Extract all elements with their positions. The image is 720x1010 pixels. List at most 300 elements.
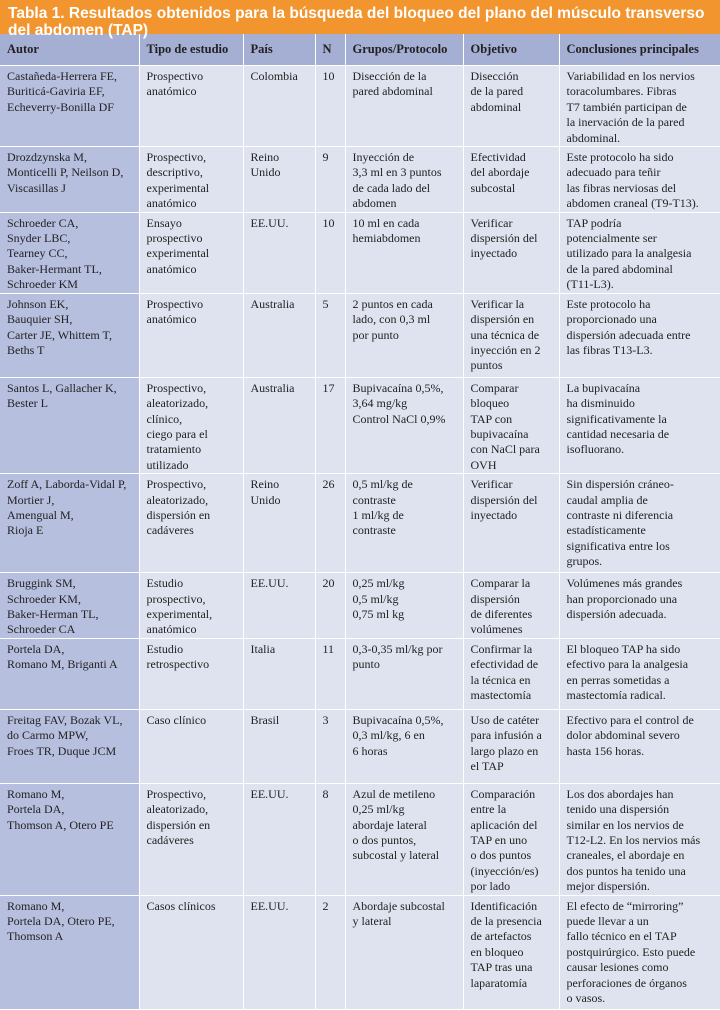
cell-text-line: Comparar: [470, 380, 519, 395]
cell-text-line: El bloqueo TAP ha sido: [566, 641, 681, 656]
cell-country: [243, 474, 315, 573]
cell-text-line: EE.UU.: [250, 786, 289, 801]
cell-conclusions: [559, 638, 720, 709]
cell-conclusions: [559, 573, 720, 639]
cell-text-line: mastectomía radical.: [566, 687, 666, 702]
table-row: [0, 66, 720, 147]
cell-objective: [463, 783, 559, 895]
cell-text-line: bloqueo: [470, 396, 510, 411]
cell-text-line: Amengual M,: [7, 507, 74, 522]
cell-text-line: 0,25 ml/kg: [352, 576, 405, 591]
cell-text-line: en bloqueo: [470, 944, 524, 959]
cell-text-line: 0,25 ml/kg: [352, 802, 405, 817]
cell-text-line: Prospectivo,: [146, 380, 207, 395]
cell-study-type: [139, 66, 243, 147]
cell-n: [315, 783, 345, 895]
cell-author: [0, 474, 139, 573]
table-row: [0, 709, 720, 783]
cell-text-line: Australia: [250, 296, 295, 311]
cell-text-line: significativamente la: [566, 411, 667, 426]
cell-text-line: T7 también participan de: [566, 99, 687, 114]
cell-text-line: Carter JE, Whittem T,: [7, 327, 112, 342]
cell-text-line: postquirúrgico. Esto puede: [566, 944, 696, 959]
cell-text-line: Efectivo para el control de: [566, 712, 694, 727]
cell-text-line: de la pared abdominal: [566, 261, 673, 276]
cell-text-line: con NaCl para: [470, 442, 540, 457]
table-row: [0, 212, 720, 293]
cell-text-line: Abordaje subcostal: [352, 898, 445, 913]
cell-text-line: Monticelli P, Neilson D,: [7, 165, 124, 180]
cell-text-line: pared abdominal: [352, 84, 433, 99]
cell-text-line: subcostal: [470, 180, 516, 195]
cell-text-line: 6 horas: [352, 743, 388, 758]
cell-conclusions: [559, 293, 720, 377]
cell-text-line: potencialmente ser: [566, 231, 657, 246]
cell-text-line: 26: [322, 477, 335, 492]
cell-text-line: 2: [322, 898, 329, 913]
cell-country: [243, 638, 315, 709]
cell-objective: [463, 293, 559, 377]
cell-study-type: [139, 212, 243, 293]
cell-n: [315, 212, 345, 293]
cell-protocol: [345, 638, 463, 709]
cell-text-line: Romano M, Briganti A: [7, 657, 118, 672]
cell-study-type: [139, 573, 243, 639]
cell-text-line: Casos clínicos: [146, 898, 216, 913]
cell-text-line: 3,64 mg/kg: [352, 396, 408, 411]
cell-text-line: 0,5 ml/kg: [352, 591, 399, 606]
cell-text-line: cadáveres: [146, 832, 194, 847]
cell-study-type: [139, 895, 243, 1009]
cell-text-line: Romano M,: [7, 898, 65, 913]
cell-text-line: de diferentes: [470, 606, 533, 621]
cell-author: [0, 293, 139, 377]
cell-text-line: prospectivo: [146, 231, 203, 246]
cell-text-line: Rioja E: [7, 523, 44, 538]
cell-text-line: dispersión en: [146, 507, 211, 522]
cell-author: [0, 66, 139, 147]
cell-text-line: la técnica en: [470, 672, 531, 687]
cell-text-line: Volúmenes más grandes: [566, 576, 683, 591]
column-header-n: N: [315, 34, 345, 66]
cell-objective: [463, 66, 559, 147]
cell-text-line: cadáveres: [146, 523, 194, 538]
cell-text-line: Froes TR, Duque JCM: [7, 743, 117, 758]
cell-protocol: [345, 147, 463, 213]
cell-study-type: [139, 147, 243, 213]
cell-text-line: Efectividad: [470, 150, 526, 165]
cell-text-line: EE.UU.: [250, 576, 289, 591]
cell-text-line: efectivo para la analgesia: [566, 657, 689, 672]
cell-text-line: tenido una dispersión: [566, 802, 670, 817]
cell-protocol: [345, 573, 463, 639]
cell-author: [0, 573, 139, 639]
cell-country: [243, 147, 315, 213]
cell-text-line: 10: [322, 69, 335, 83]
cell-text-line: do Carmo MPW,: [7, 728, 89, 743]
cell-text-line: Romano M,: [7, 786, 65, 801]
cell-protocol: [345, 474, 463, 573]
cell-text-line: o dos puntos: [470, 848, 532, 863]
cell-text-line: caudal amplia de: [566, 492, 648, 507]
cell-text-line: Comparación: [470, 786, 536, 801]
cell-text-line: una técnica de: [470, 327, 540, 342]
cell-text-line: la inervación de la pared: [566, 115, 685, 130]
cell-text-line: de artefactos: [470, 929, 532, 944]
cell-conclusions: [559, 212, 720, 293]
cell-text-line: Snyder LBC,: [7, 231, 71, 246]
table-title-line-1: Tabla 1. Resultados obtenidos para la búsqueda del bloqueo del plano del músculo transverso: [8, 5, 705, 22]
cell-author: [0, 147, 139, 213]
cell-text-line: por punto: [352, 327, 399, 342]
cell-text-line: grupos.: [566, 554, 603, 569]
cell-text-line: para infusión a: [470, 728, 542, 743]
cell-text-line: Thomson A, Otero PE: [7, 817, 114, 832]
cell-text-line: en perras sometidas a: [566, 672, 670, 687]
cell-text-line: Estudio: [146, 576, 184, 591]
cell-objective: [463, 212, 559, 293]
cell-text-line: dispersión adecuada.: [566, 606, 667, 621]
cell-n: [315, 377, 345, 473]
cell-text-line: del abordaje: [470, 165, 530, 180]
cell-text-line: aleatorizado,: [146, 492, 209, 507]
cell-text-line: el TAP: [470, 758, 504, 773]
cell-text-line: Thomson A: [7, 929, 64, 944]
cell-text-line: Mortier J,: [7, 492, 55, 507]
cell-study-type: [139, 709, 243, 783]
cell-author: [0, 638, 139, 709]
cell-protocol: [345, 66, 463, 147]
cell-text-line: anatómico: [146, 84, 197, 99]
cell-text-line: prospectivo,: [146, 591, 206, 606]
cell-text-line: punto: [352, 657, 380, 672]
cell-n: [315, 147, 345, 213]
cell-text-line: 17: [322, 380, 335, 395]
cell-text-line: Schroeder CA: [7, 622, 76, 637]
cell-country: [243, 783, 315, 895]
cell-text-line: Brasil: [250, 712, 280, 727]
cell-text-line: de la pared: [470, 84, 524, 99]
cell-text-line: de la presencia: [470, 914, 542, 928]
cell-text-line: anatómico: [146, 196, 197, 211]
cell-text-line: utilizado para la analgesia: [566, 246, 692, 261]
cell-text-line: anatómico: [146, 261, 197, 276]
cell-text-line: inyectado: [470, 246, 518, 261]
cell-study-type: [139, 638, 243, 709]
cell-text-line: El efecto de “mirroring”: [566, 898, 684, 913]
cell-n: [315, 66, 345, 147]
cell-text-line: Baker-Hermant TL,: [7, 261, 102, 276]
cell-text-line: Comparar la: [470, 576, 531, 591]
cell-text-line: dispersión del: [470, 231, 538, 246]
cell-author: [0, 709, 139, 783]
cell-text-line: Baker-Herman TL,: [7, 606, 99, 621]
cell-protocol: [345, 895, 463, 1009]
cell-text-line: experimental: [146, 246, 210, 261]
cell-text-line: abdomen craneal (T9-T13).: [566, 196, 699, 211]
cell-text-line: bupivacaína: [470, 426, 529, 441]
cell-text-line: 9: [322, 150, 329, 165]
cell-objective: [463, 474, 559, 573]
cell-n: [315, 709, 345, 783]
cell-text-line: han proporcionado una: [566, 591, 678, 606]
cell-text-line: Portela DA,: [7, 641, 65, 656]
cell-text-line: descriptivo,: [146, 165, 203, 180]
cell-text-line: entre la: [470, 802, 507, 817]
cell-country: [243, 895, 315, 1009]
cell-text-line: Este protocolo ha: [566, 296, 651, 311]
cell-text-line: abdomen: [352, 196, 397, 211]
cell-text-line: Reino: [250, 150, 280, 165]
cell-text-line: aleatorizado,: [146, 396, 209, 411]
cell-text-line: Verificar: [470, 477, 513, 492]
cell-text-line: T12-L2. En los nervios más: [566, 832, 701, 847]
cell-conclusions: [559, 377, 720, 473]
cell-text-line: Bupivacaína 0,5%,: [352, 380, 444, 395]
cell-objective: [463, 638, 559, 709]
cell-text-line: retrospectivo: [146, 657, 210, 672]
cell-text-line: aleatorizado,: [146, 802, 209, 817]
cell-text-line: causar lesiones como: [566, 960, 669, 975]
cell-text-line: Drozdzynska M,: [7, 150, 87, 165]
cell-text-line: Confirmar la: [470, 641, 533, 656]
cell-country: [243, 212, 315, 293]
cell-text-line: cantidad necesaria de: [566, 426, 670, 441]
cell-text-line: (T11-L3).: [566, 277, 614, 292]
cell-text-line: subcostal y lateral: [352, 848, 440, 863]
cell-text-line: (inyección/es): [470, 863, 539, 878]
cell-text-line: TAP podría: [566, 215, 622, 230]
cell-author: [0, 377, 139, 473]
cell-text-line: craneales, el abordaje en: [566, 848, 685, 863]
cell-text-line: efectividad de: [470, 657, 539, 672]
cell-text-line: Caso clínico: [146, 712, 207, 727]
table-title: [0, 0, 720, 39]
cell-text-line: Prospectivo,: [146, 150, 207, 165]
cell-text-line: 1 ml/kg de: [352, 507, 404, 522]
cell-text-line: TAP con: [470, 411, 513, 426]
cell-text-line: fallo técnico en el TAP: [566, 929, 677, 944]
cell-protocol: [345, 709, 463, 783]
cell-text-line: Echeverry-Bonilla DF: [7, 99, 114, 114]
cell-text-line: dispersión en: [146, 817, 211, 832]
column-header-conclusions: Conclusiones principales: [559, 34, 720, 66]
cell-text-line: Inyección de: [352, 150, 415, 165]
cell-text-line: y lateral: [352, 914, 392, 928]
cell-text-line: Uso de catéter: [470, 712, 540, 727]
cell-text-line: 0,5 ml/kg de: [352, 477, 413, 492]
cell-author: [0, 212, 139, 293]
cell-text-line: estadísticamente: [566, 523, 646, 538]
cell-text-line: dispersión en: [470, 312, 535, 327]
cell-text-line: largo plazo en: [470, 743, 539, 758]
cell-text-line: hemiabdomen: [352, 231, 421, 246]
cell-text-line: Bauquier SH,: [7, 312, 73, 327]
cell-text-line: contraste ni diferencia: [566, 507, 674, 522]
cell-text-line: Schroeder KM: [7, 277, 78, 292]
cell-text-line: OVH: [470, 457, 497, 472]
table-body: [0, 66, 720, 1010]
cell-text-line: Disección: [470, 69, 519, 83]
cell-text-line: Portela DA, Otero PE,: [7, 914, 115, 928]
cell-text-line: 11: [322, 641, 335, 656]
cell-text-line: Control NaCl 0,9%: [352, 411, 446, 426]
cell-text-line: EE.UU.: [250, 215, 289, 230]
cell-text-line: 3: [322, 712, 329, 727]
cell-text-line: Buriticá-Gaviria EF,: [7, 84, 105, 99]
cell-text-line: Castañeda-Herrera FE,: [7, 69, 117, 83]
cell-text-line: Portela DA,: [7, 802, 65, 817]
cell-text-line: Ensayo: [146, 215, 182, 230]
table-row: [0, 293, 720, 377]
cell-text-line: Tearney CC,: [7, 246, 68, 261]
cell-text-line: mejor dispersión.: [566, 879, 650, 894]
table-row: [0, 895, 720, 1009]
cell-text-line: abdominal.: [566, 130, 621, 145]
cell-country: [243, 709, 315, 783]
cell-text-line: La bupivacaína: [566, 380, 641, 395]
cell-country: [243, 573, 315, 639]
cell-text-line: Schroeder CA,: [7, 215, 79, 230]
cell-text-line: Verificar: [470, 215, 513, 230]
cell-text-line: dispersión: [470, 591, 520, 606]
cell-text-line: significativa entre los: [566, 538, 670, 553]
table-title-line-2: del abdomen (TAP): [8, 22, 149, 39]
cell-text-line: aplicación del: [470, 817, 538, 832]
table-row: [0, 638, 720, 709]
cell-text-line: o vasos.: [566, 991, 606, 1006]
cell-text-line: dos puntos ha tenido una: [566, 863, 686, 878]
column-header-country: País: [243, 34, 315, 66]
cell-text-line: Santos L, Gallacher K,: [7, 380, 117, 395]
cell-text-line: 20: [322, 576, 335, 591]
column-header-protocol: Grupos/Protocolo: [345, 34, 463, 66]
cell-text-line: Reino: [250, 477, 280, 492]
cell-text-line: tratamiento: [146, 442, 202, 457]
cell-text-line: abordaje lateral: [352, 817, 427, 832]
cell-text-line: experimental,: [146, 606, 213, 621]
cell-text-line: 2 puntos en cada: [352, 296, 433, 311]
cell-text-line: laparatomía: [470, 975, 528, 990]
column-header-author: Autor: [0, 34, 139, 66]
cell-conclusions: [559, 147, 720, 213]
cell-text-line: Unido: [250, 165, 281, 180]
cell-text-line: Johnson EK,: [7, 296, 69, 311]
table-row: [0, 783, 720, 895]
cell-text-line: Colombia: [250, 69, 298, 83]
cell-text-line: adecuado para teñir: [566, 165, 661, 180]
cell-conclusions: [559, 783, 720, 895]
cell-text-line: Zoff A, Laborda-Vidal P,: [7, 477, 127, 492]
cell-text-line: contraste: [352, 523, 396, 538]
cell-conclusions: [559, 66, 720, 147]
cell-text-line: Viscasillas J: [7, 180, 66, 195]
cell-text-line: puede llevar a un: [566, 914, 649, 928]
cell-text-line: Australia: [250, 380, 295, 395]
cell-objective: [463, 573, 559, 639]
cell-author: [0, 895, 139, 1009]
cell-text-line: Sin dispersión cráneo-: [566, 477, 674, 492]
cell-study-type: [139, 783, 243, 895]
cell-n: [315, 293, 345, 377]
cell-text-line: similar en los nervios de: [566, 817, 684, 832]
cell-text-line: ciego para el: [146, 426, 208, 441]
cell-text-line: Este protocolo ha sido: [566, 150, 674, 165]
cell-n: [315, 474, 345, 573]
cell-country: [243, 66, 315, 147]
table-row: [0, 573, 720, 639]
cell-text-line: utilizado: [146, 457, 189, 472]
cell-text-line: Los dos abordajes han: [566, 786, 674, 801]
cell-conclusions: [559, 895, 720, 1009]
cell-text-line: 10 ml en cada: [352, 215, 420, 230]
cell-text-line: Disección de la: [352, 69, 427, 83]
cell-protocol: [345, 212, 463, 293]
cell-text-line: ha disminuido: [566, 396, 635, 411]
cell-country: [243, 377, 315, 473]
cell-text-line: contraste: [352, 492, 396, 507]
cell-text-line: dispersión del: [470, 492, 538, 507]
cell-text-line: TAP en uno: [470, 832, 528, 847]
cell-text-line: o dos puntos,: [352, 832, 417, 847]
table-row: [0, 377, 720, 473]
cell-study-type: [139, 293, 243, 377]
cell-text-line: 0,75 ml kg: [352, 606, 405, 621]
cell-text-line: volúmenes: [470, 622, 523, 637]
cell-text-line: experimental: [146, 180, 210, 195]
cell-text-line: 5: [322, 296, 329, 311]
cell-text-line: por lado: [470, 879, 511, 894]
cell-text-line: toracolumbares. Fibras: [566, 84, 677, 99]
cell-text-line: Schroeder KM,: [7, 591, 81, 606]
cell-conclusions: [559, 709, 720, 783]
cell-text-line: clínico,: [146, 411, 183, 426]
cell-text-line: proporcionado una: [566, 312, 657, 327]
cell-text-line: Variabilidad en los nervios: [566, 69, 695, 83]
cell-text-line: Estudio: [146, 641, 184, 656]
cell-text-line: Prospectivo: [146, 296, 204, 311]
cell-objective: [463, 895, 559, 1009]
cell-text-line: Bruggink SM,: [7, 576, 76, 591]
cell-text-line: Beths T: [7, 342, 45, 357]
cell-text-line: puntos: [470, 358, 503, 373]
cell-text-line: dispersión adecuada entre: [566, 327, 691, 342]
column-header-objective: Objetivo: [463, 34, 559, 66]
cell-protocol: [345, 377, 463, 473]
cell-text-line: anatómico: [146, 622, 197, 637]
cell-n: [315, 895, 345, 1009]
cell-text-line: dolor abdominal severo: [566, 728, 680, 743]
cell-text-line: lado, con 0,3 ml: [352, 312, 431, 327]
cell-text-line: Prospectivo,: [146, 477, 207, 492]
cell-text-line: Verificar la: [470, 296, 525, 311]
cell-text-line: abdominal: [470, 99, 522, 114]
cell-text-line: Italia: [250, 641, 276, 656]
cell-protocol: [345, 783, 463, 895]
table-row: [0, 474, 720, 573]
cell-n: [315, 573, 345, 639]
cell-text-line: anatómico: [146, 312, 197, 327]
cell-text-line: 0,3-0,35 ml/kg por: [352, 641, 443, 656]
cell-text-line: Prospectivo: [146, 69, 204, 83]
cell-protocol: [345, 293, 463, 377]
cell-text-line: Bester L: [7, 396, 48, 411]
cell-text-line: inyección en 2: [470, 342, 541, 357]
cell-conclusions: [559, 474, 720, 573]
cell-text-line: EE.UU.: [250, 898, 289, 913]
cell-text-line: mastectomía: [470, 687, 532, 702]
cell-objective: [463, 147, 559, 213]
